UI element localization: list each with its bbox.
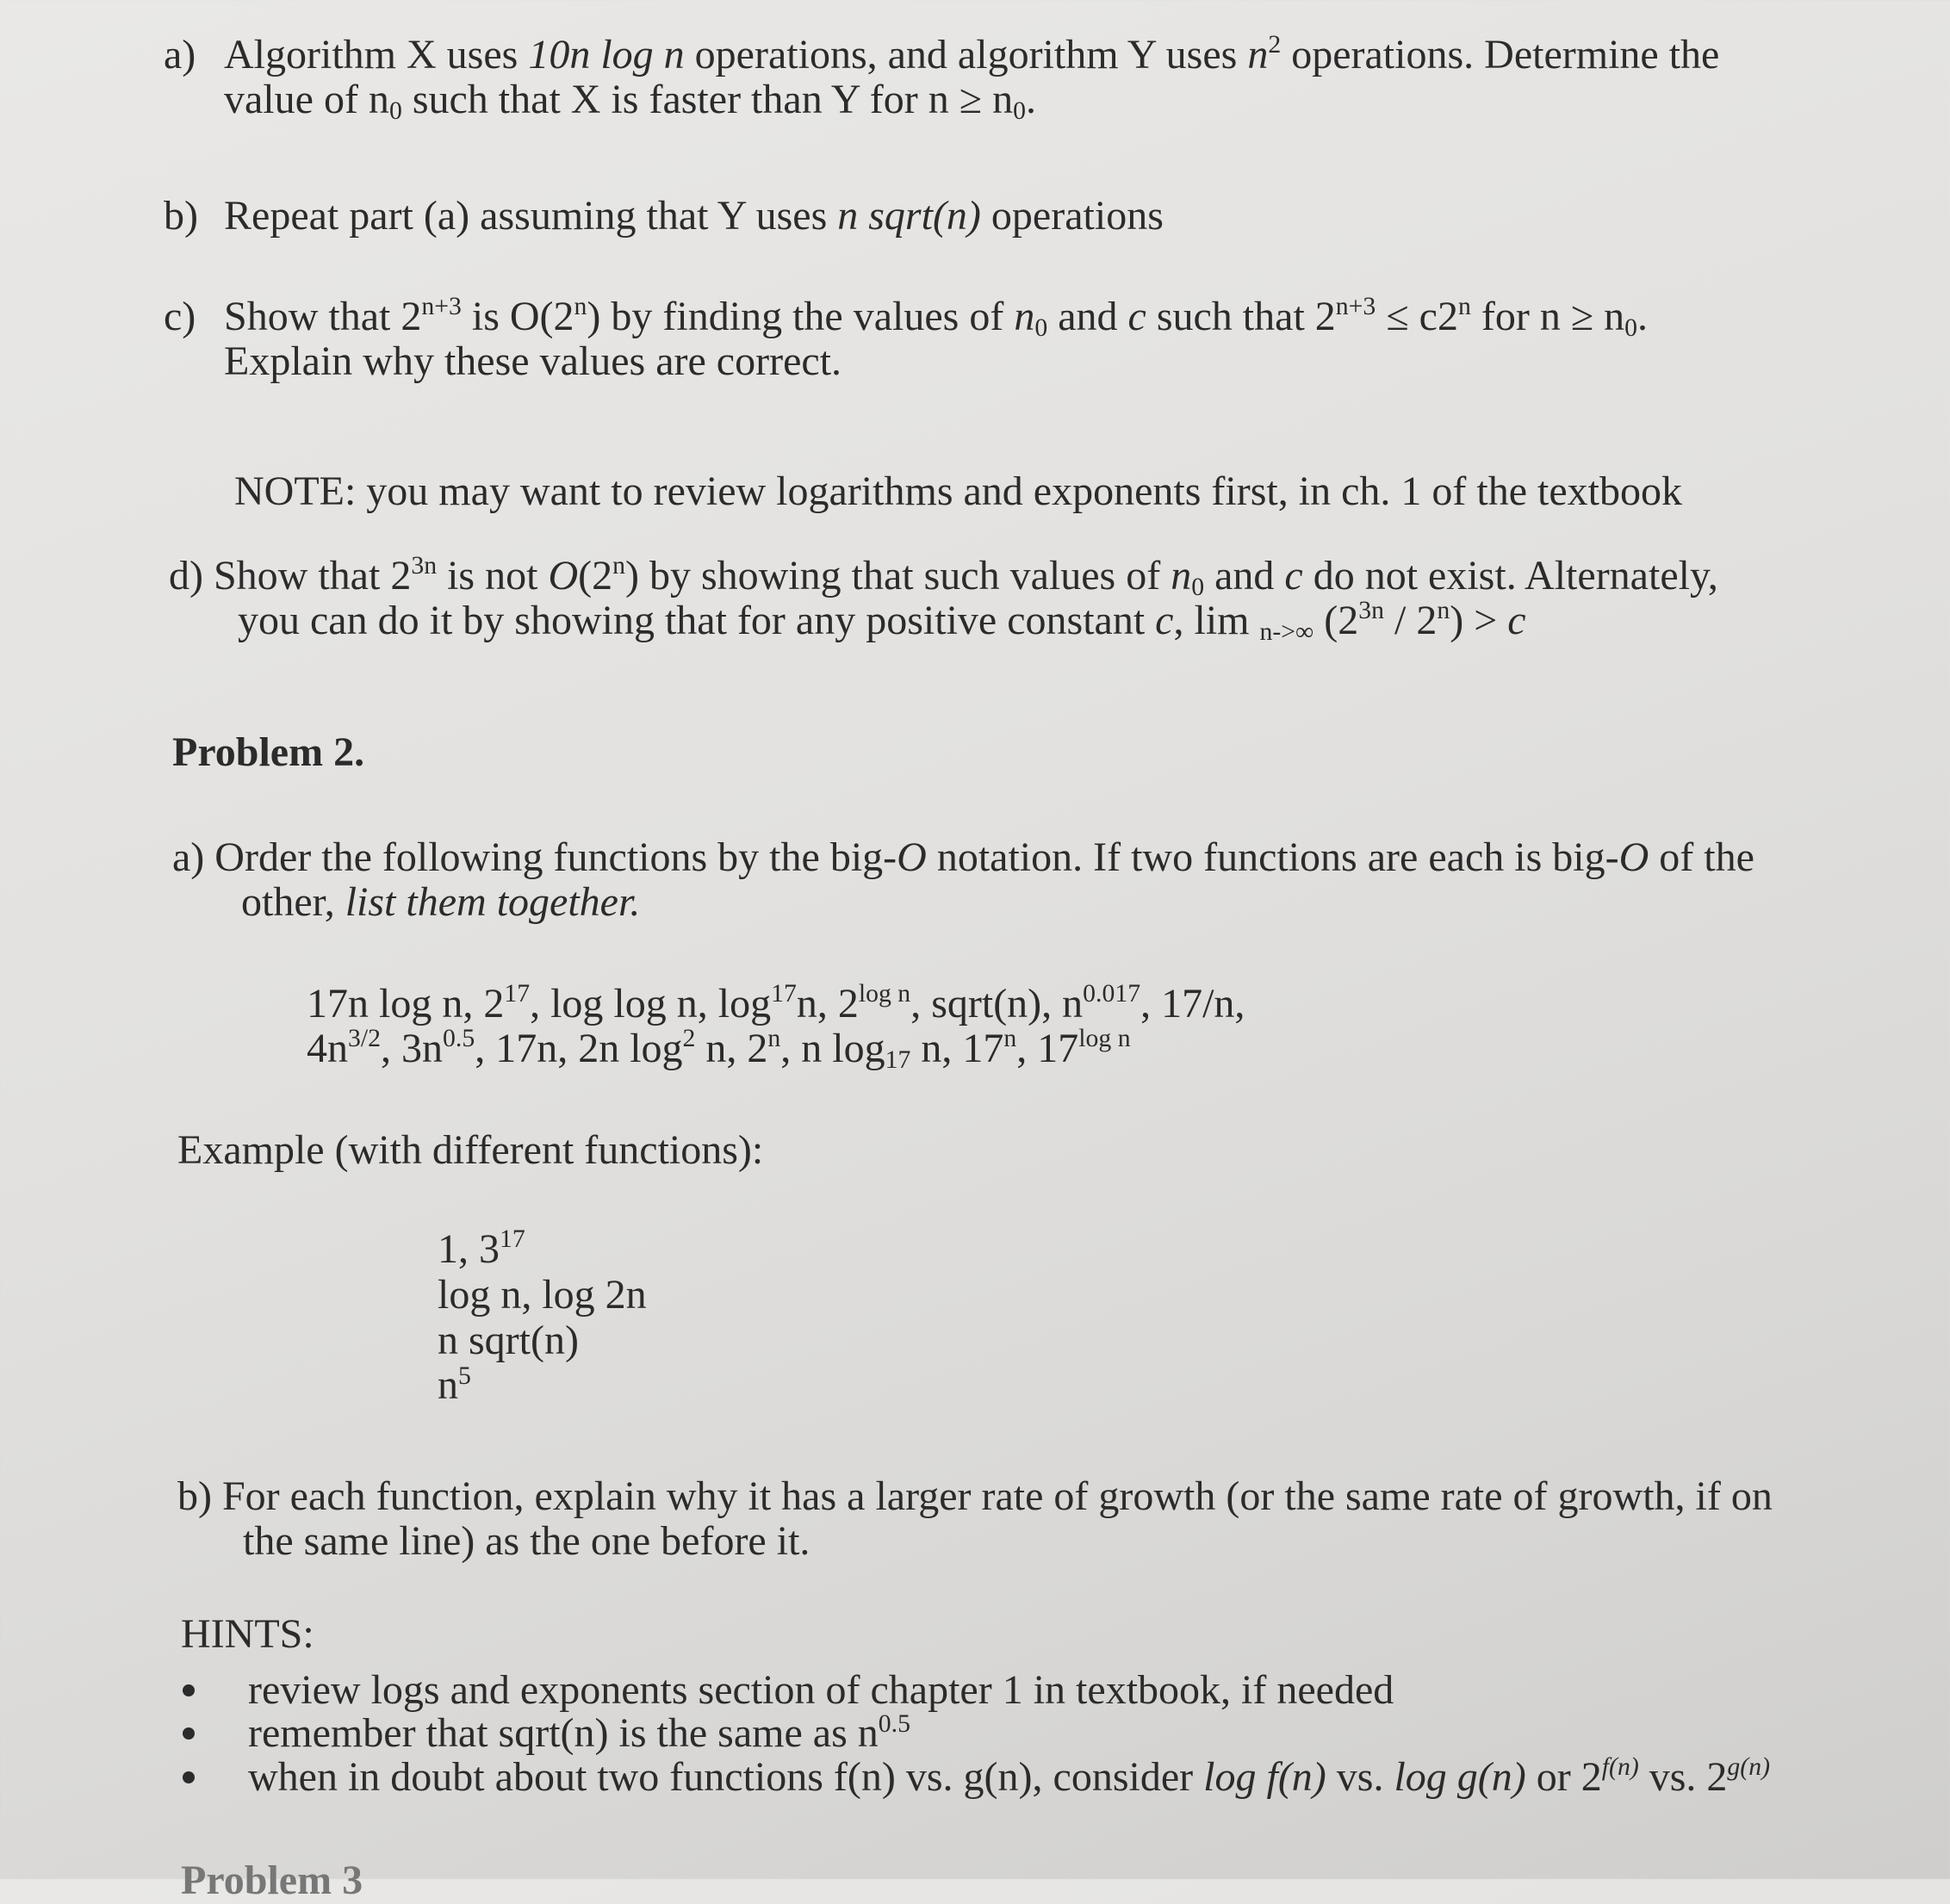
example-list [438,1227,647,1409]
bullet-icon [183,1684,195,1696]
example-title: Example (with different functions): [177,1127,764,1173]
hint-item: remember that sqrt(n) is the same as $n^{0.5}$ [183,1712,1770,1755]
next-problem-heading-cutoff: Problem 3 [181,1857,363,1903]
problem1-part-d: d) Show that $2^{3n}$ is not O(2$^n$) by showing that such values of $n_0$ and c do not exist. Alternately, you can do it by showing that for any positive constant c, lim $_{n->\infty}$ $(2^{3n} / 2^n) > c$ [169,551,1718,647]
problem2-part-b: b) For each function, explain why it has a larger rate of growth (or the same rate of growth, if on the same line) as the one before it. [177,1473,1773,1564]
hint-item: when in doubt about two functions f(n) vs. g(n), consider log f(n) vs. log g(n) or $2^{f(n)}$ vs. $2^{g(n)}$ [183,1756,1770,1799]
example-row: 1, $3^{17}$ [438,1225,525,1272]
problem1-part-c: c) Show that $2^{n+3}$ is O(2$^n$) by finding the values of $n_0$ and c such that $2^{n+3} \le c2^n$ for $n \ge n_0$. Explain why these values are correct. [164,292,1649,384]
example-row: $n^5$ [438,1361,471,1409]
bullet-icon [183,1771,195,1783]
note-text: NOTE: you may want to review logarithms and exponents first, in ch. 1 of the textbook [234,468,1682,514]
hints-title: HINTS: [181,1611,314,1657]
function-list-line-2: $4n^{3/2}$, $3n^{0.5}$, 17n, 2n $\log^2 n$, 2$^n$, n $\log_{17} n$, 17$^n$, $17^{log n}$ [307,1023,1131,1075]
example-row: n sqrt(n) [438,1317,579,1363]
part-label: a) [164,32,196,78]
part-label: b) [177,1473,212,1519]
function-list-line-1: 17n log n, $2^{17}$, log log n, $\log^{17}n$, $2^{log n}$, sqrt(n), $n^{0.017}$, 17/n, [307,979,1245,1026]
hint-item: review logs and exponents section of chapter 1 in textbook, if needed [183,1669,1770,1712]
problem2-title: Problem 2. [172,729,365,775]
bullet-icon [183,1727,195,1740]
problem1-part-b: b) Repeat part (a) assuming that Y uses n sqrt(n) operations [164,193,1164,239]
part-label: c) [164,294,196,339]
hints-list [183,1669,1770,1799]
part-label: d) [169,553,203,598]
function-list [307,979,1245,1075]
part-label: a) [172,834,205,880]
problem2-part-a: a) Order the following functions by the big-O notation. If two functions are each is big-O of the other, list them together. [172,834,1754,925]
problem1-part-a: a) Algorithm X uses 10n log n operations, and algorithm Y uses $n^2$ operations. Determine the value of $n_0$ such that X is faster than Y for $n \ge n_0$. [164,30,1720,126]
example-row: log n, log 2n [438,1271,647,1318]
part-label: b) [164,193,198,239]
